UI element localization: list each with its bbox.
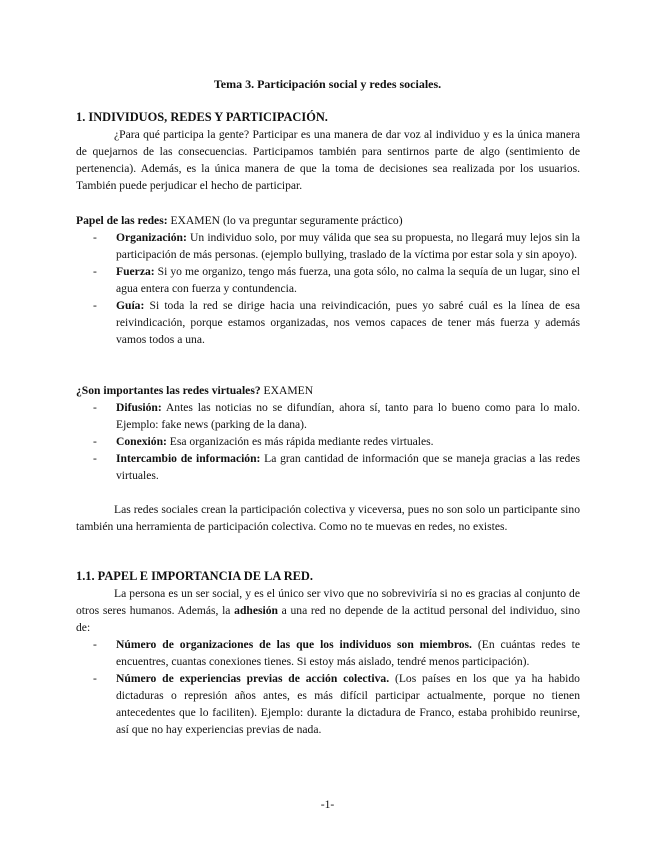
list-item [76,636,580,670]
section-1-heading: 1. INDIVIDUOS, REDES Y PARTICIPACIÓN. [76,110,328,124]
item-text: Si yo me organizo, tengo más fuerza, una gota sólo, no calma la sequía de un lugar, sino el agua entera con fuerza y contundencia. [116,265,580,295]
papel-redes-block [76,212,580,348]
item-text: Antes las noticias no se difundían, ahora sí, tanto para lo bueno como para lo malo. Ejemplo: fake news (parking de la dana). [116,401,580,431]
section-1-closing: Las redes sociales crean la participación colectiva y viceversa, pues no son solo un participante sino también una herramienta de participación colectiva. Como no te muevas en redes, no existes. [76,503,580,533]
papel-redes-label: Papel de las redes: [76,214,168,227]
item-text: (Los países en los que ya ha habido dictaduras o represión años antes, es más difícil participar actualmente, porque no tienen antecedentes que lo faciliten). Ejemplo: durante la dictadura de Franco, estaba prohibido reunirse, así que no hay experiencias previas de nada. [116,672,580,736]
papel-redes-list [76,229,580,348]
item-term: Conexión: [116,435,167,448]
item-text: Si toda la red se dirige hacia una reivindicación, pues yo sabré cuál es la línea de esa reivindicación, porque estamos organizadas, nos vemos capaces de tener más fuerza y además vamos todos a una. [116,299,580,346]
item-term: Fuerza: [116,265,155,278]
item-text: La gran cantidad de información que se maneja gracias a las redes virtuales. [116,452,581,482]
dash-bullet: - [93,231,97,244]
list-item [76,450,580,484]
list-item [76,399,580,433]
dash-bullet: - [93,265,97,278]
section-1-1-list [76,636,580,738]
section-1-intro: ¿Para qué participa la gente? Participar es una manera de dar voz al individuo y es la única manera de quejarnos de las consecuencias. Participamos también para sentirnos parte de algo (sentimiento de pertenencia). Además, es la única manera de que la toma de decisiones sea realizada por los usuarios. También puede perjudicar el hecho de participar. [76,128,580,192]
item-text: (En cuántas redes te encuentres, cuantas conexiones tienes. Si estoy más aislado, tendré menos participación). [116,638,580,668]
section-1-1-intro [76,585,580,636]
dash-bullet: - [93,401,97,414]
document-title: Tema 3. Participación social y redes sociales. [213,77,442,91]
dash-bullet: - [93,299,97,312]
item-term: Guía: [116,299,145,312]
section-1-1-heading: 1.1. PAPEL E IMPORTANCIA DE LA RED. [76,569,313,583]
section-1 [76,109,580,194]
item-term: Intercambio de información: [116,452,261,465]
dash-bullet: - [93,452,97,465]
papel-redes-line [76,212,580,229]
item-term: Número de organizaciones de las que los individuos son miembros. [116,638,472,651]
redes-virtuales-note: EXAMEN [260,384,314,397]
redes-virtuales-label: ¿Son importantes las redes virtuales? [76,384,261,397]
list-item [76,670,580,738]
item-text: Un individuo solo, por muy válida que sea su propuesta, no llegará muy lejos sin la participación de más personas. (ejemplo bullying, traslado de la víctima por estar sola y sin apoyo). [116,231,580,261]
list-item [76,263,580,297]
item-term: Número de experiencias previas de acción colectiva. [116,672,390,685]
intro-text-after: a una red no depende de la actitud personal del individuo, sino de: [76,604,580,634]
list-item [76,433,580,450]
papel-redes-note: EXAMEN (lo va preguntar seguramente práctico) [167,214,403,227]
page-number: -1- [320,798,335,811]
list-item [76,229,580,263]
dash-bullet: - [93,672,97,685]
section-1-1 [76,568,580,738]
item-term: Difusión: [116,401,162,414]
redes-virtuales-list [76,399,580,484]
dash-bullet: - [93,435,97,448]
section-1-closing-block [76,501,580,535]
dash-bullet: - [93,638,97,651]
intro-bold-term: adhesión [234,604,278,617]
redes-virtuales-line [76,382,580,399]
redes-virtuales-block [76,382,580,484]
list-item [76,297,580,348]
item-term: Organización: [116,231,187,244]
intro-text-before: La persona es un ser social, y es el único ser vivo que no sobreviviría si no es gracias al conjunto de otros seres humanos. Además, la [76,587,580,617]
item-text: Esa organización es más rápida mediante redes virtuales. [166,435,434,448]
